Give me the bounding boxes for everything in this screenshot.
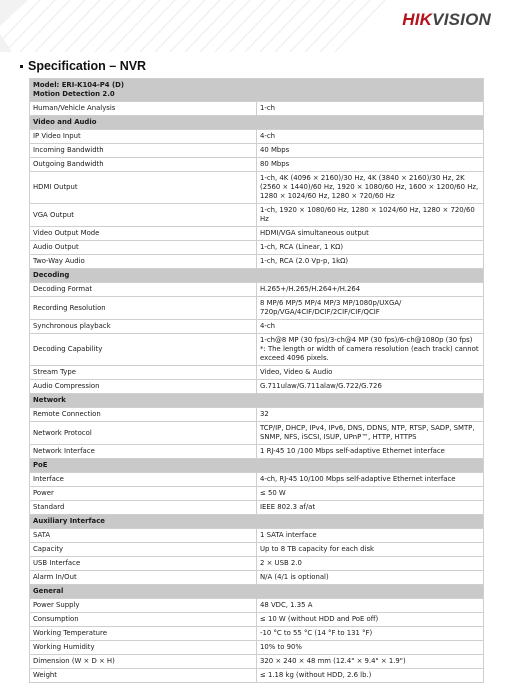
section-title: PoE (30, 459, 484, 473)
spec-key: Weight (30, 669, 257, 683)
spec-value-line: H.265+/H.265/H.264+/H.264 (260, 285, 361, 293)
spec-key: Interface (30, 473, 257, 487)
spec-value (257, 130, 484, 144)
spec-row (30, 380, 484, 394)
spec-key: Network Protocol (30, 422, 257, 445)
hikvision-logo (402, 10, 491, 30)
spec-row (30, 102, 484, 116)
spec-key: Standard (30, 501, 257, 515)
section-header-row (30, 585, 484, 599)
spec-value-line: G.711ulaw/G.711alaw/G.722/G.726 (260, 382, 382, 390)
spec-value (257, 641, 484, 655)
spec-value (257, 227, 484, 241)
spec-key: Incoming Bandwidth (30, 144, 257, 158)
spec-row (30, 283, 484, 297)
spec-key: Consumption (30, 613, 257, 627)
spec-value-line: *: The length or width of camera resolution (each track) cannot exceed 4096 pixels. (260, 345, 479, 362)
spec-value (257, 320, 484, 334)
spec-value-line: ≤ 50 W (260, 489, 286, 497)
spec-value-line: 1-ch, RCA (2.0 Vp-p, 1kΩ) (260, 257, 349, 265)
spec-value-line: N/A (4/1 is optional) (260, 573, 329, 581)
spec-value (257, 487, 484, 501)
page-title-text: Specification – NVR (28, 59, 147, 73)
spec-value-line: 1-ch@8 MP (30 fps)/3-ch@4 MP (30 fps)/6-ch@1080p (30 fps) (260, 336, 473, 344)
spec-key: Remote Connection (30, 408, 257, 422)
spec-value (257, 613, 484, 627)
spec-value-line: TCP/IP, DHCP, IPv4, IPv6, DNS, DDNS, NTP, RTSP, SADP, SMTP, SNMP, NFS, iSCSI, ISUP, UPnP™, HTTP, HTTPS (260, 424, 475, 441)
spec-value-line: 80 Mbps (260, 160, 290, 168)
spec-value-line: 1-ch, 1920 × 1080/60 Hz, 1280 × 1024/60 Hz, 1280 × 720/60 Hz (260, 206, 475, 223)
spec-key: Power Supply (30, 599, 257, 613)
spec-row (30, 334, 484, 366)
spec-key: Recording Resolution (30, 297, 257, 320)
spec-key: VGA Output (30, 204, 257, 227)
spec-row (30, 241, 484, 255)
spec-value (257, 283, 484, 297)
spec-row (30, 571, 484, 585)
spec-row (30, 669, 484, 683)
spec-key: Two-Way Audio (30, 255, 257, 269)
spec-value (257, 334, 484, 366)
spec-key: Stream Type (30, 366, 257, 380)
spec-value-line: 8 MP/6 MP/5 MP/4 MP/3 MP/1080p/UXGA/ 720p/VGA/4CIF/DCIF/2CIF/CIF/QCIF (260, 299, 402, 316)
spec-value (257, 655, 484, 669)
section-title: General (30, 585, 484, 599)
spec-key: Video Output Mode (30, 227, 257, 241)
spec-value-line: 1-ch, RCA (Linear, 1 KΩ) (260, 243, 344, 251)
spec-value (257, 571, 484, 585)
spec-key: Working Temperature (30, 627, 257, 641)
spec-value (257, 158, 484, 172)
spec-value-line: 320 × 240 × 48 mm (12.4" × 9.4" × 1.9") (260, 657, 406, 665)
model-header-row (30, 79, 484, 102)
section-title: Video and Audio (30, 116, 484, 130)
spec-row (30, 655, 484, 669)
model-subtitle: Motion Detection 2.0 (33, 90, 115, 98)
spec-key: Decoding Capability (30, 334, 257, 366)
spec-key: Alarm In/Out (30, 571, 257, 585)
spec-value (257, 172, 484, 204)
spec-row (30, 158, 484, 172)
spec-row (30, 599, 484, 613)
spec-row (30, 320, 484, 334)
spec-value (257, 408, 484, 422)
spec-row (30, 255, 484, 269)
spec-row (30, 473, 484, 487)
spec-value (257, 473, 484, 487)
spec-row (30, 204, 484, 227)
spec-value-line: 4-ch (260, 322, 276, 330)
spec-key: Working Humidity (30, 641, 257, 655)
section-header-row (30, 515, 484, 529)
spec-row (30, 501, 484, 515)
spec-value-line: 4-ch (260, 132, 276, 140)
spec-value-line: 10% to 90% (260, 643, 302, 651)
spec-key: USB Interface (30, 557, 257, 571)
model-name: Model: ERI-K104-P4 (D) (33, 81, 124, 89)
spec-value-line: ≤ 10 W (without HDD and PoE off) (260, 615, 379, 623)
spec-value (257, 557, 484, 571)
spec-row (30, 408, 484, 422)
spec-value (257, 669, 484, 683)
model-header-cell (30, 79, 484, 102)
spec-value-line: HDMI/VGA simultaneous output (260, 229, 369, 237)
spec-key: Network Interface (30, 445, 257, 459)
section-header-row (30, 269, 484, 283)
spec-row (30, 641, 484, 655)
spec-row (30, 487, 484, 501)
spec-key: Audio Compression (30, 380, 257, 394)
spec-key: Power (30, 487, 257, 501)
spec-row (30, 445, 484, 459)
spec-value (257, 102, 484, 116)
spec-row (30, 172, 484, 204)
spec-value (257, 422, 484, 445)
spec-value (257, 599, 484, 613)
section-header-row (30, 394, 484, 408)
spec-key: Synchronous playback (30, 320, 257, 334)
spec-key: Human/Vehicle Analysis (30, 102, 257, 116)
section-title: Decoding (30, 269, 484, 283)
spec-key: Outgoing Bandwidth (30, 158, 257, 172)
spec-value-line: 1 RJ-45 10 /100 Mbps self-adaptive Ethernet interface (260, 447, 445, 455)
spec-key: Dimension (W × D × H) (30, 655, 257, 669)
page-title (20, 59, 146, 73)
spec-value-line: ≤ 1.18 kg (without HDD, 2.6 lb.) (260, 671, 372, 679)
spec-value-line: 48 VDC, 1.35 A (260, 601, 313, 609)
spec-row (30, 543, 484, 557)
spec-row (30, 366, 484, 380)
spec-row (30, 297, 484, 320)
spec-value-line: 40 Mbps (260, 146, 290, 154)
spec-value (257, 529, 484, 543)
spec-row (30, 422, 484, 445)
spec-value-line: 1-ch (260, 104, 276, 112)
spec-row (30, 130, 484, 144)
logo-text-main: HIK (402, 10, 433, 29)
spec-row (30, 144, 484, 158)
spec-row (30, 557, 484, 571)
section-header-row (30, 459, 484, 473)
spec-value (257, 204, 484, 227)
section-title: Network (30, 394, 484, 408)
spec-value (257, 297, 484, 320)
spec-key: IP Video Input (30, 130, 257, 144)
spec-value (257, 445, 484, 459)
spec-value (257, 144, 484, 158)
spec-value-line: 1-ch, 4K (4096 × 2160)/30 Hz, 4K (3840 × 2160)/30 Hz, 2K (2560 × 1440)/60 Hz, 1920 × 1080/60 Hz, 1600 × 1200/60 Hz, 1280 × 1024/60 Hz, 1280 × 720/60 Hz (260, 174, 479, 200)
logo-text-accent: VISION (432, 10, 491, 29)
spec-value-line: Video, Video & Audio (260, 368, 333, 376)
spec-value-line: -10 °C to 55 °C (14 °F to 131 °F) (260, 629, 373, 637)
spec-value (257, 380, 484, 394)
spec-key: SATA (30, 529, 257, 543)
spec-value-line: IEEE 802.3 af/at (260, 503, 316, 511)
spec-table (29, 78, 484, 683)
spec-value (257, 241, 484, 255)
spec-value-line: 1 SATA interface (260, 531, 317, 539)
title-bullet-icon (20, 65, 23, 68)
spec-key: Decoding Format (30, 283, 257, 297)
spec-value (257, 366, 484, 380)
spec-value-line: 4-ch, RJ-45 10/100 Mbps self-adaptive Ethernet interface (260, 475, 456, 483)
spec-key: Capacity (30, 543, 257, 557)
spec-row (30, 227, 484, 241)
spec-value (257, 543, 484, 557)
spec-key: Audio Output (30, 241, 257, 255)
spec-value-line: 32 (260, 410, 269, 418)
spec-value (257, 627, 484, 641)
spec-row (30, 529, 484, 543)
spec-key: HDMI Output (30, 172, 257, 204)
spec-value-line: Up to 8 TB capacity for each disk (260, 545, 375, 553)
section-title: Auxiliary Interface (30, 515, 484, 529)
section-header-row (30, 116, 484, 130)
spec-row (30, 627, 484, 641)
spec-table-body (30, 79, 484, 683)
spec-value (257, 255, 484, 269)
spec-row (30, 613, 484, 627)
spec-value (257, 501, 484, 515)
spec-value-line: 2 × USB 2.0 (260, 559, 302, 567)
